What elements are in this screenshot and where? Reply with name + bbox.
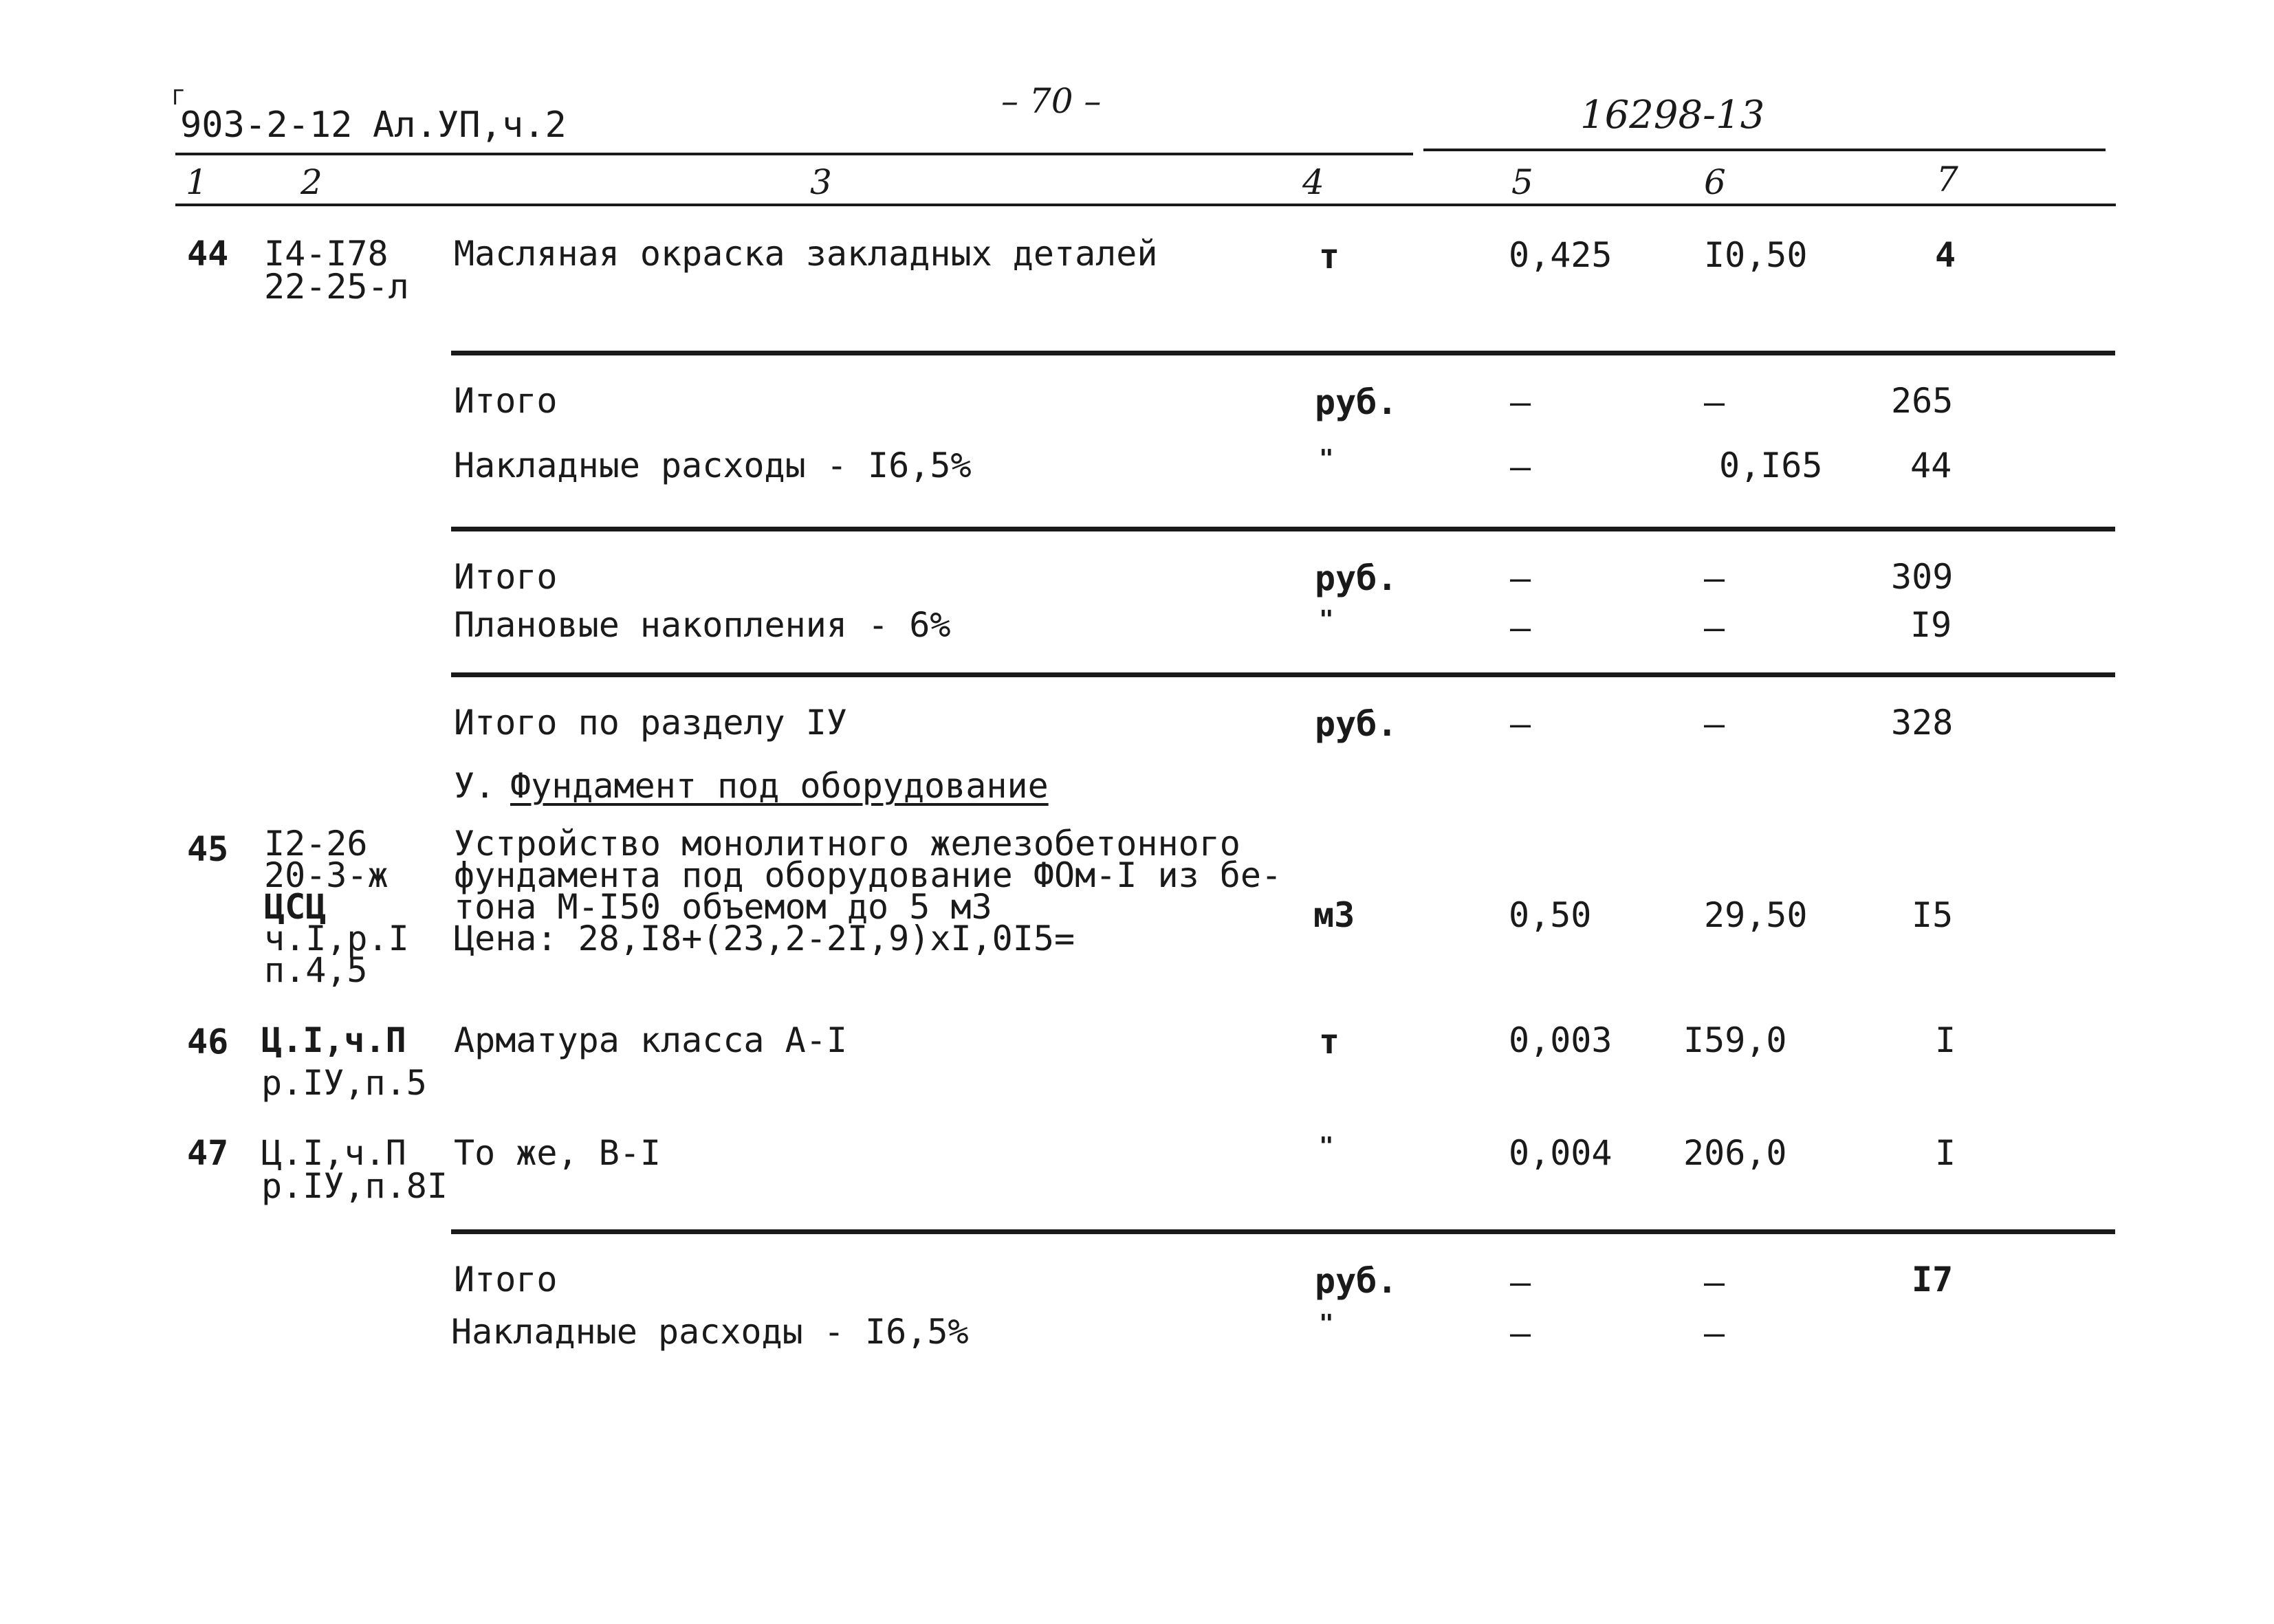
row-47-code-1: Ц.I,ч.П [261,1133,406,1173]
overhead-2-unit: " [1319,1310,1334,1338]
subtotal-3-label: Итого [454,1260,558,1299]
row-45-description-2: фундамента под оборудование ФОм-I из бе- [454,855,1282,895]
subtotal-3-quantity: – [1510,1262,1531,1302]
row-45-code-4: ч.I,р.I [264,919,409,958]
section-4-total-quantity: – [1510,704,1531,744]
subtotal-1-quantity: – [1510,382,1531,422]
row-45-total: I5 [1912,895,1954,935]
subtotal-rule-3 [451,672,2115,677]
row-45-unit: м3 [1313,895,1355,935]
row-44-quantity: 0,425 [1509,235,1612,275]
col-num-2: 2 [300,162,322,202]
col-num-4: 4 [1302,162,1324,202]
row-46-code-1: Ц.I,ч.П [261,1020,406,1060]
row-46-number: 46 [187,1022,229,1062]
planned-savings-price: – [1704,608,1725,648]
row-47-quantity: 0,004 [1509,1133,1612,1173]
overhead-1-price: 0,I65 [1719,446,1823,485]
overhead-1-total: 44 [1910,446,1952,485]
row-45-description-4: Цена: 28,I8+(23,2-2I,9)хI,0I5= [454,919,1075,958]
col-num-5: 5 [1511,162,1533,202]
subtotal-2-label: Итого [454,557,558,597]
section-4-total-price: – [1704,704,1725,744]
row-46-total: I [1935,1020,1956,1060]
inventory-number: 16298-13 [1580,93,1765,138]
row-46-quantity: 0,003 [1509,1020,1612,1060]
row-45-code-3: ЦСЦ [264,887,327,927]
doc-code: 903-2-12 [180,105,353,146]
section-4-total-total: 328 [1891,703,1954,743]
header-rule-right [1423,149,2106,151]
row-47-code-2: р.IУ,п.8I [261,1166,448,1206]
subtotal-3-unit: руб. [1315,1261,1398,1301]
subtotal-3-price: – [1704,1262,1725,1302]
subtotal-2-quantity: – [1510,558,1531,598]
section-5-prefix: У. [454,766,496,806]
planned-savings-label: Плановые накопления - 6% [454,605,951,645]
subtotal-rule-4 [451,1229,2115,1234]
overhead-2-quantity: – [1510,1313,1531,1353]
subtotal-2-price: – [1704,558,1725,598]
corner-mark: Г [172,86,185,110]
row-44-code-2: 22-25-л [264,267,409,307]
col-num-7: 7 [1936,160,1958,199]
row-45-number: 45 [187,829,229,869]
page-number: – 70 – [1001,81,1102,121]
row-47-total: I [1935,1133,1956,1173]
row-44-price: I0,50 [1704,235,1808,275]
row-47-price: 206,0 [1683,1133,1787,1173]
overhead-2-label: Накладные расходы - I6,5% [451,1312,969,1352]
row-46-price: I59,0 [1683,1020,1787,1060]
overhead-1-unit: " [1319,445,1334,473]
row-44-unit: т [1319,237,1340,276]
row-44-description: Масляная окраска закладных деталей [454,234,1158,274]
subtotal-1-unit: руб. [1315,382,1398,422]
section-4-total-unit: руб. [1315,704,1398,744]
row-45-code-2: 20-3-ж [264,855,389,895]
col-num-6: 6 [1704,162,1726,202]
row-46-code-2: р.IУ,п.5 [261,1063,427,1103]
subtotal-rule-1 [451,351,2115,355]
row-44-total: 4 [1935,235,1956,275]
row-44-number: 44 [187,234,229,274]
row-45-quantity: 0,50 [1509,895,1592,935]
subtotal-1-label: Итого [454,381,558,421]
overhead-2-price: – [1704,1313,1725,1353]
planned-savings-unit: " [1319,606,1334,634]
planned-savings-total: I9 [1910,605,1952,645]
section-5-title: Фундамент под оборудование [510,766,1049,806]
subtotal-3-total: I7 [1912,1260,1954,1299]
subtotal-1-price: – [1704,382,1725,422]
overhead-1-quantity: – [1510,447,1531,487]
subtotal-2-unit: руб. [1315,558,1398,598]
overhead-1-label: Накладные расходы - I6,5% [454,446,972,485]
header-rule-left [175,153,1413,155]
row-45-code-5: п.4,5 [264,950,368,990]
row-47-unit: " [1319,1132,1334,1161]
col-num-1: 1 [186,162,208,202]
section-4-total-label: Итого по разделу IУ [454,703,847,743]
row-47-number: 47 [187,1133,229,1173]
col-num-3: 3 [810,162,832,202]
album-ref: Ал.УП,ч.2 [373,105,567,146]
subtotal-rule-2 [451,527,2115,531]
row-45-description-1: Устройство монолитного железобетонного [454,824,1240,864]
row-47-description: То же, В-I [454,1133,662,1173]
row-46-description: Арматура класса А-I [454,1020,847,1060]
subtotal-2-total: 309 [1891,557,1954,597]
row-46-unit: т [1319,1022,1340,1062]
row-44-code-1: I4-I78 [264,234,389,274]
row-45-description-3: тона М-I50 объемом до 5 м3 [454,887,992,927]
subtotal-1-total: 265 [1891,381,1954,421]
row-45-price: 29,50 [1704,895,1808,935]
planned-savings-quantity: – [1510,608,1531,648]
column-header-rule [175,204,2116,206]
row-45-code-1: I2-26 [264,824,368,864]
